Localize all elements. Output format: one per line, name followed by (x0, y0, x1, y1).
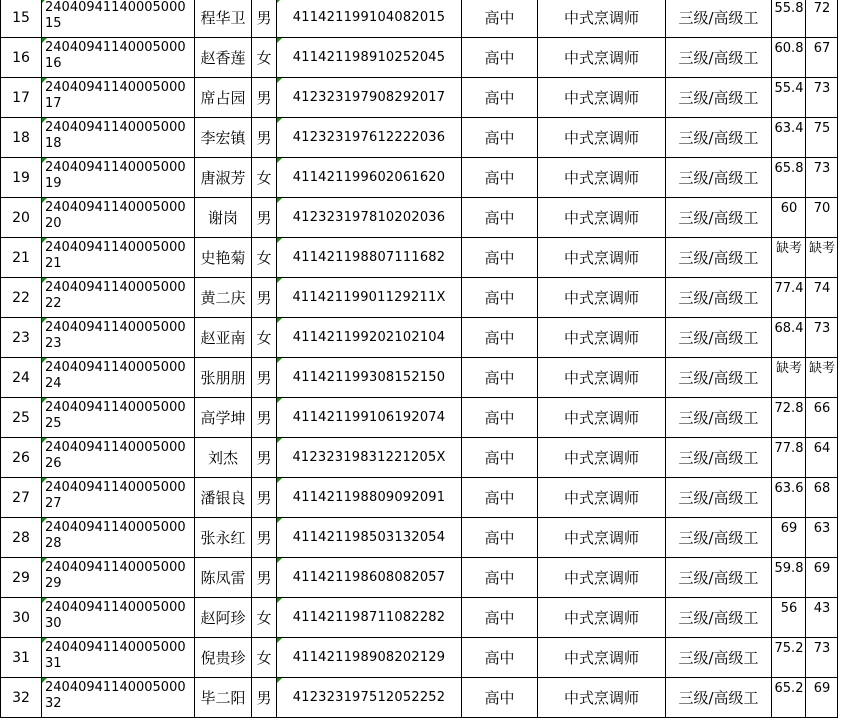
ticket-number-cell[interactable]: 2404094114000500021 (42, 238, 195, 278)
table-row (0, 0, 844, 38)
row-number-cell[interactable]: 15 (0, 0, 42, 38)
occupation-cell[interactable]: 中式烹调师 (538, 678, 666, 718)
practice-score-cell[interactable]: 66 (806, 398, 838, 438)
occupation-cell[interactable]: 中式烹调师 (538, 278, 666, 318)
ticket-number-cell[interactable]: 2404094114000500019 (42, 158, 195, 198)
education-cell[interactable]: 高中 (462, 678, 538, 718)
table-row (0, 518, 844, 558)
name-cell[interactable]: 潘银良 (195, 478, 252, 518)
theory-score-cell[interactable]: 60.8 (772, 38, 806, 78)
ticket-number-cell[interactable]: 2404094114000500030 (42, 598, 195, 638)
occupation-cell[interactable]: 中式烹调师 (538, 518, 666, 558)
table-row (0, 358, 844, 398)
theory-score-cell[interactable]: 77.8 (772, 438, 806, 478)
ticket-number-cell[interactable]: 2404094114000500028 (42, 518, 195, 558)
id-number-cell[interactable]: 411421198809092091 (277, 478, 462, 518)
education-cell[interactable]: 高中 (462, 118, 538, 158)
education-cell[interactable]: 高中 (462, 478, 538, 518)
id-number-cell[interactable]: 411421199106192074 (277, 398, 462, 438)
row-number-cell[interactable]: 30 (0, 598, 42, 638)
practice-score-cell[interactable]: 75 (806, 118, 838, 158)
level-cell[interactable]: 三级/高级工 (666, 318, 772, 358)
theory-score-cell[interactable]: 68.4 (772, 318, 806, 358)
id-number-cell[interactable]: 411421198910252045 (277, 38, 462, 78)
theory-score-cell[interactable]: 63.4 (772, 118, 806, 158)
practice-score-cell[interactable]: 73 (806, 78, 838, 118)
theory-score-cell[interactable]: 59.8 (772, 558, 806, 598)
education-cell[interactable]: 高中 (462, 398, 538, 438)
occupation-cell[interactable]: 中式烹调师 (538, 318, 666, 358)
education-cell[interactable]: 高中 (462, 318, 538, 358)
row-number-cell[interactable]: 22 (0, 278, 42, 318)
gender-cell[interactable]: 女 (252, 598, 277, 638)
id-number-cell[interactable]: 41142119901129211X (277, 278, 462, 318)
occupation-cell[interactable]: 中式烹调师 (538, 238, 666, 278)
practice-score-cell[interactable]: 68 (806, 478, 838, 518)
education-cell[interactable]: 高中 (462, 638, 538, 678)
row-number-cell[interactable]: 26 (0, 438, 42, 478)
practice-score-cell[interactable]: 67 (806, 38, 838, 78)
gender-cell[interactable]: 男 (252, 678, 277, 718)
ticket-number-cell[interactable]: 2404094114000500027 (42, 478, 195, 518)
practice-score-cell[interactable]: 43 (806, 598, 838, 638)
theory-score-cell[interactable]: 55.8 (772, 0, 806, 38)
practice-score-cell[interactable]: 64 (806, 438, 838, 478)
row-number-cell[interactable]: 25 (0, 398, 42, 438)
ticket-number-cell[interactable]: 2404094114000500029 (42, 558, 195, 598)
practice-score-cell[interactable]: 63 (806, 518, 838, 558)
id-number-cell[interactable]: 41232319831221205X (277, 438, 462, 478)
ticket-number-cell[interactable]: 2404094114000500017 (42, 78, 195, 118)
table-row (0, 478, 844, 518)
occupation-cell[interactable]: 中式烹调师 (538, 118, 666, 158)
ticket-number-cell[interactable]: 2404094114000500024 (42, 358, 195, 398)
row-number-cell[interactable]: 31 (0, 638, 42, 678)
practice-score-cell[interactable]: 缺考 (806, 358, 838, 398)
occupation-cell[interactable]: 中式烹调师 (538, 478, 666, 518)
gender-cell[interactable]: 男 (252, 478, 277, 518)
id-number-cell[interactable]: 412323197512052252 (277, 678, 462, 718)
theory-score-cell[interactable]: 缺考 (772, 238, 806, 278)
practice-score-cell[interactable]: 70 (806, 198, 838, 238)
theory-score-cell[interactable]: 55.4 (772, 78, 806, 118)
occupation-cell[interactable]: 中式烹调师 (538, 638, 666, 678)
id-number-cell[interactable]: 411421198711082282 (277, 598, 462, 638)
occupation-cell[interactable]: 中式烹调师 (538, 398, 666, 438)
occupation-cell[interactable]: 中式烹调师 (538, 558, 666, 598)
practice-score-cell[interactable]: 69 (806, 678, 838, 718)
education-cell[interactable]: 高中 (462, 38, 538, 78)
theory-score-cell[interactable]: 60 (772, 198, 806, 238)
gender-cell[interactable]: 男 (252, 0, 277, 38)
ticket-number-cell[interactable]: 2404094114000500023 (42, 318, 195, 358)
practice-score-cell[interactable]: 73 (806, 318, 838, 358)
gender-cell[interactable]: 男 (252, 278, 277, 318)
table-row (0, 118, 844, 158)
gender-cell[interactable]: 男 (252, 358, 277, 398)
education-cell[interactable]: 高中 (462, 158, 538, 198)
level-cell[interactable]: 三级/高级工 (666, 78, 772, 118)
occupation-cell[interactable]: 中式烹调师 (538, 198, 666, 238)
ticket-number-cell[interactable]: 2404094114000500031 (42, 638, 195, 678)
ticket-number-cell[interactable]: 2404094114000500022 (42, 278, 195, 318)
practice-score-cell[interactable]: 缺考 (806, 238, 838, 278)
level-cell[interactable]: 三级/高级工 (666, 438, 772, 478)
gender-cell[interactable]: 女 (252, 38, 277, 78)
id-number-cell[interactable]: 411421198807111682 (277, 238, 462, 278)
level-cell[interactable]: 三级/高级工 (666, 478, 772, 518)
level-cell[interactable]: 三级/高级工 (666, 278, 772, 318)
gender-cell[interactable]: 女 (252, 158, 277, 198)
occupation-cell[interactable]: 中式烹调师 (538, 0, 666, 38)
name-cell[interactable]: 程华卫 (195, 0, 252, 38)
practice-score-cell[interactable]: 73 (806, 158, 838, 198)
name-cell[interactable]: 谢岗 (195, 198, 252, 238)
level-cell[interactable]: 三级/高级工 (666, 38, 772, 78)
row-number-cell[interactable]: 18 (0, 118, 42, 158)
name-cell[interactable]: 张朋朋 (195, 358, 252, 398)
row-number-cell[interactable]: 20 (0, 198, 42, 238)
id-number-cell[interactable]: 412323197908292017 (277, 78, 462, 118)
education-cell[interactable]: 高中 (462, 78, 538, 118)
gender-cell[interactable]: 女 (252, 638, 277, 678)
theory-score-cell[interactable]: 63.6 (772, 478, 806, 518)
table-row (0, 638, 844, 678)
id-number-cell[interactable]: 411421199202102104 (277, 318, 462, 358)
theory-score-cell[interactable]: 56 (772, 598, 806, 638)
education-cell[interactable]: 高中 (462, 358, 538, 398)
table-row (0, 238, 844, 278)
level-cell[interactable]: 三级/高级工 (666, 158, 772, 198)
row-number-cell[interactable]: 17 (0, 78, 42, 118)
practice-score-cell[interactable]: 74 (806, 278, 838, 318)
id-number-cell[interactable]: 411421199104082015 (277, 0, 462, 38)
table-row (0, 38, 844, 78)
ticket-number-cell[interactable]: 2404094114000500026 (42, 438, 195, 478)
theory-score-cell[interactable]: 77.4 (772, 278, 806, 318)
practice-score-cell[interactable]: 73 (806, 638, 838, 678)
occupation-cell[interactable]: 中式烹调师 (538, 438, 666, 478)
occupation-cell[interactable]: 中式烹调师 (538, 38, 666, 78)
name-cell[interactable]: 赵亚南 (195, 318, 252, 358)
row-number-cell[interactable]: 28 (0, 518, 42, 558)
gender-cell[interactable]: 男 (252, 558, 277, 598)
table-row (0, 438, 844, 478)
row-number-cell[interactable]: 16 (0, 38, 42, 78)
name-cell[interactable]: 赵阿珍 (195, 598, 252, 638)
row-number-cell[interactable]: 24 (0, 358, 42, 398)
gender-cell[interactable]: 男 (252, 78, 277, 118)
education-cell[interactable]: 高中 (462, 238, 538, 278)
name-cell[interactable]: 毕二阳 (195, 678, 252, 718)
table-row (0, 198, 844, 238)
occupation-cell[interactable]: 中式烹调师 (538, 358, 666, 398)
gender-cell[interactable]: 男 (252, 438, 277, 478)
table-row (0, 158, 844, 198)
education-cell[interactable]: 高中 (462, 558, 538, 598)
education-cell[interactable]: 高中 (462, 438, 538, 478)
theory-score-cell[interactable]: 65.2 (772, 678, 806, 718)
gender-cell[interactable]: 男 (252, 118, 277, 158)
ticket-number-cell[interactable]: 2404094114000500025 (42, 398, 195, 438)
name-cell[interactable]: 赵香莲 (195, 38, 252, 78)
level-cell[interactable]: 三级/高级工 (666, 358, 772, 398)
ticket-number-cell[interactable]: 2404094114000500020 (42, 198, 195, 238)
education-cell[interactable]: 高中 (462, 0, 538, 38)
table-row (0, 318, 844, 358)
table-row (0, 278, 844, 318)
table-row (0, 678, 844, 718)
ticket-number-cell[interactable]: 2404094114000500016 (42, 38, 195, 78)
theory-score-cell[interactable]: 65.8 (772, 158, 806, 198)
education-cell[interactable]: 高中 (462, 198, 538, 238)
gender-cell[interactable]: 男 (252, 398, 277, 438)
education-cell[interactable]: 高中 (462, 278, 538, 318)
table-row (0, 398, 844, 438)
gender-cell[interactable]: 男 (252, 198, 277, 238)
level-cell[interactable]: 三级/高级工 (666, 518, 772, 558)
level-cell[interactable]: 三级/高级工 (666, 198, 772, 238)
level-cell[interactable]: 三级/高级工 (666, 0, 772, 38)
name-cell[interactable]: 黄二庆 (195, 278, 252, 318)
gender-cell[interactable]: 男 (252, 518, 277, 558)
name-cell[interactable]: 陈凤雷 (195, 558, 252, 598)
occupation-cell[interactable]: 中式烹调师 (538, 158, 666, 198)
education-cell[interactable]: 高中 (462, 598, 538, 638)
level-cell[interactable]: 三级/高级工 (666, 678, 772, 718)
name-cell[interactable]: 史艳菊 (195, 238, 252, 278)
name-cell[interactable]: 席占园 (195, 78, 252, 118)
row-number-cell[interactable]: 19 (0, 158, 42, 198)
row-number-cell[interactable]: 27 (0, 478, 42, 518)
theory-score-cell[interactable]: 69 (772, 518, 806, 558)
name-cell[interactable]: 倪贵珍 (195, 638, 252, 678)
id-number-cell[interactable]: 412323197612222036 (277, 118, 462, 158)
id-number-cell[interactable]: 411421198503132054 (277, 518, 462, 558)
level-cell[interactable]: 三级/高级工 (666, 558, 772, 598)
name-cell[interactable]: 刘杰 (195, 438, 252, 478)
row-number-cell[interactable]: 23 (0, 318, 42, 358)
theory-score-cell[interactable]: 75.2 (772, 638, 806, 678)
theory-score-cell[interactable]: 72.8 (772, 398, 806, 438)
id-number-cell[interactable]: 411421198608082057 (277, 558, 462, 598)
ticket-number-cell[interactable]: 2404094114000500018 (42, 118, 195, 158)
level-cell[interactable]: 三级/高级工 (666, 398, 772, 438)
level-cell[interactable]: 三级/高级工 (666, 638, 772, 678)
id-number-cell[interactable]: 411421199308152150 (277, 358, 462, 398)
education-cell[interactable]: 高中 (462, 518, 538, 558)
level-cell[interactable]: 三级/高级工 (666, 238, 772, 278)
name-cell[interactable]: 张永红 (195, 518, 252, 558)
occupation-cell[interactable]: 中式烹调师 (538, 598, 666, 638)
ticket-number-cell[interactable]: 2404094114000500032 (42, 678, 195, 718)
id-number-cell[interactable]: 411421198908202129 (277, 638, 462, 678)
gender-cell[interactable]: 女 (252, 318, 277, 358)
gender-cell[interactable]: 女 (252, 238, 277, 278)
practice-score-cell[interactable]: 69 (806, 558, 838, 598)
row-number-cell[interactable]: 32 (0, 678, 42, 718)
row-number-cell[interactable]: 21 (0, 238, 42, 278)
table-row (0, 78, 844, 118)
theory-score-cell[interactable]: 缺考 (772, 358, 806, 398)
id-number-cell[interactable]: 412323197810202036 (277, 198, 462, 238)
name-cell[interactable]: 高学坤 (195, 398, 252, 438)
occupation-cell[interactable]: 中式烹调师 (538, 78, 666, 118)
level-cell[interactable]: 三级/高级工 (666, 598, 772, 638)
level-cell[interactable]: 三级/高级工 (666, 118, 772, 158)
name-cell[interactable]: 李宏镇 (195, 118, 252, 158)
table-row (0, 598, 844, 638)
row-number-cell[interactable]: 29 (0, 558, 42, 598)
practice-score-cell[interactable]: 72 (806, 0, 838, 38)
name-cell[interactable]: 唐淑芳 (195, 158, 252, 198)
ticket-number-cell[interactable]: 2404094114000500015 (42, 0, 195, 38)
id-number-cell[interactable]: 411421199602061620 (277, 158, 462, 198)
table-row (0, 558, 844, 598)
